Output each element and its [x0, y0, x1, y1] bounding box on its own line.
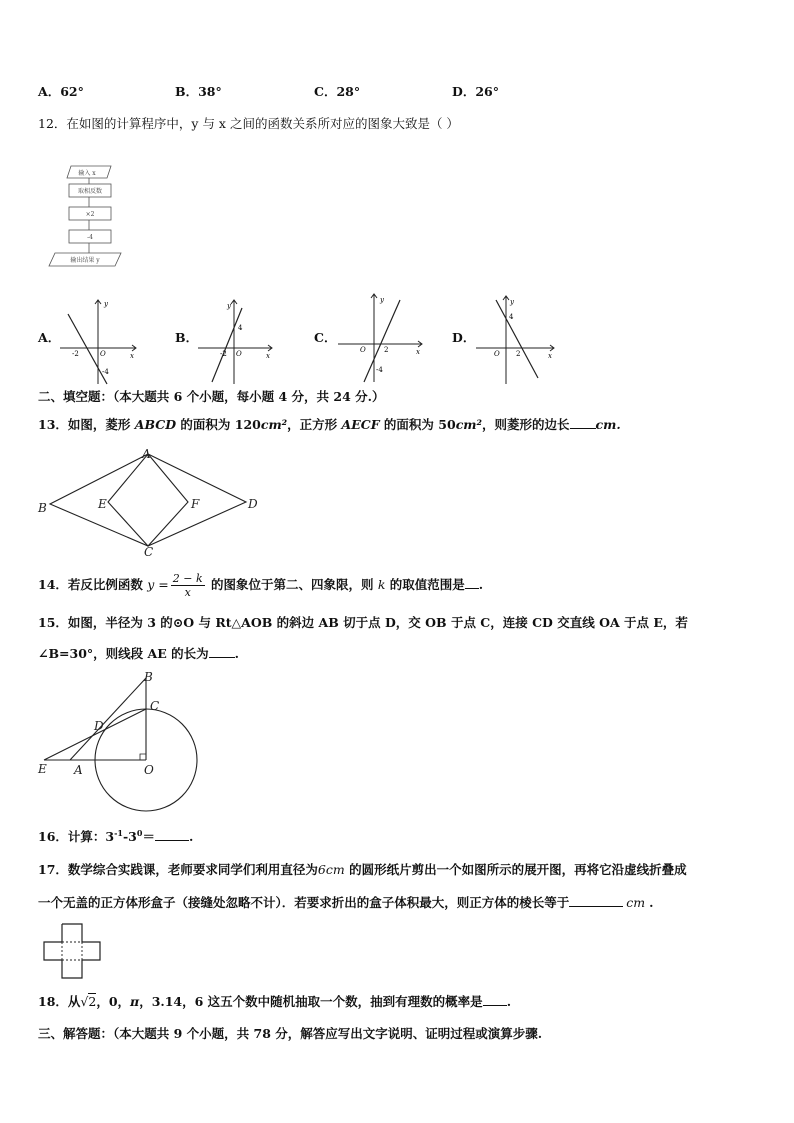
graph-a-y-axis: y — [104, 300, 108, 308]
q17-stem-line2: 一个无盖的正方体形盒子（接缝处忽略不计）．若要求折出的盒子体积最大，则正方体的棱长等于 cm . — [38, 895, 654, 910]
q15-label-b: B — [144, 670, 153, 684]
q13-rhombus-figure — [36, 446, 262, 558]
graph-a-origin: O — [100, 350, 106, 358]
flow-input: 输入 x — [78, 170, 96, 177]
graph-d-y-axis: y — [510, 298, 514, 306]
q12-graph-c — [336, 292, 426, 384]
q13-label-d: D — [248, 497, 258, 511]
graph-c-ylab: -4 — [376, 366, 383, 374]
q15-label-o: O — [144, 763, 154, 777]
flow-times2: ×2 — [85, 211, 95, 218]
q11-option-d: D．26° — [452, 84, 499, 99]
q16-answer-blank — [155, 828, 189, 841]
q16-stem: 16．计算：$3^{-1}-3^0=$ . — [38, 827, 194, 844]
q15-stem-line1: 15．如图，半径为 3 的⊙O 与 Rt△AOB 的斜边 AB 切于点 D，交 OB 于点 C，连接 CD 交直线 OA 于点 E，若 — [38, 615, 688, 630]
q17-cube-net-figure — [42, 922, 102, 982]
sqrt-symbol: √2 — [80, 994, 97, 1009]
graph-c-y-axis: y — [380, 296, 384, 304]
graph-b-origin: O — [236, 350, 242, 358]
q11-option-c: C．28° — [314, 84, 361, 99]
graph-b-x-axis: x — [266, 352, 270, 360]
q15-label-c: C — [150, 699, 160, 713]
q13-answer-blank — [570, 416, 596, 429]
q12-graph-a — [60, 298, 140, 386]
q11-option-a: A．62° — [38, 84, 84, 99]
q12-graph-d — [474, 294, 560, 386]
graph-d-origin: O — [494, 350, 500, 358]
graph-d-x-axis: x — [548, 352, 552, 360]
q13-stem: 13．如图，菱形 ABCD 的面积为 120cm²，正方形 AECF 的面积为 50cm²，则菱形的边长 cm. — [38, 417, 621, 432]
q12-stem: 12．在如图的计算程序中，y 与 x 之间的函数关系所对应的图象大致是（ ） — [38, 116, 459, 131]
flow-negate: 取相反数 — [77, 188, 103, 195]
graph-c-x-axis: x — [416, 348, 420, 356]
section-3-heading: 三、解答题：（本大题共 9 个小题，共 78 分，解答应写出文字说明、证明过程或演算步骤. — [38, 1026, 543, 1041]
q18-answer-blank — [483, 993, 507, 1006]
q12-graph-b — [196, 298, 276, 386]
q15-stem-line2: ∠B=30°，则线段 AE 的长为 . — [38, 646, 239, 661]
q15-label-e: E — [38, 762, 47, 776]
q15-label-a: A — [74, 763, 83, 777]
graph-b-y-axis: y — [227, 302, 231, 310]
q13-label-a: A — [142, 447, 151, 461]
graph-d-ylab: 4 — [509, 313, 514, 321]
q14-fraction: $\frac{2 - k}{x}$ — [172, 572, 203, 599]
graph-a-xlab: -2 — [72, 350, 79, 358]
q17-stem-line1: 17．数学综合实践课，老师要求同学们利用直径为6cm 的圆形纸片剪出一个如图所示的展开图，再将它沿虚线折叠成 — [38, 862, 687, 877]
graph-a-ylab: -4 — [102, 368, 109, 376]
q15-answer-blank — [209, 645, 235, 658]
flow-output: 输出结果 y — [70, 257, 100, 264]
q12-option-b-label: B． — [175, 330, 199, 345]
q13-label-b: B — [38, 501, 47, 515]
section-2-heading: 二、填空题：（本大题共 6 个小题，每小题 4 分，共 24 分.） — [38, 389, 385, 404]
q15-circle-figure — [34, 670, 234, 818]
q12-option-c-label: C． — [314, 330, 337, 345]
q14-answer-blank — [465, 574, 479, 589]
q17-answer-blank — [569, 894, 623, 907]
graph-a-x-axis: x — [130, 352, 134, 360]
q14-stem: 14．若反比例函数 y = $\frac{2 - k}{x}$ 的图象位于第二、四象限，则 k 的取值范围是 . — [38, 572, 484, 599]
flow-minus4: -4 — [87, 234, 93, 241]
q11-option-b: B．38° — [175, 84, 222, 99]
q13-label-e: E — [98, 497, 107, 511]
q12-option-a-label: A． — [38, 330, 61, 345]
q13-label-f: F — [191, 497, 200, 511]
q15-label-d: D — [94, 719, 104, 733]
graph-b-xlab: -2 — [220, 350, 227, 358]
q13-label-c: C — [144, 545, 154, 559]
q18-stem: 18．从√2，0，π，3.14，6 这五个数中随机抽取一个数，抽到有理数的概率是 . — [38, 994, 512, 1009]
graph-d-xlab: 2 — [516, 350, 521, 358]
graph-c-origin: O — [360, 346, 366, 354]
graph-b-ylab: 4 — [238, 324, 243, 332]
graph-c-xlab: 2 — [384, 346, 389, 354]
q12-option-d-label: D． — [452, 330, 476, 345]
q12-flowchart — [45, 160, 135, 272]
